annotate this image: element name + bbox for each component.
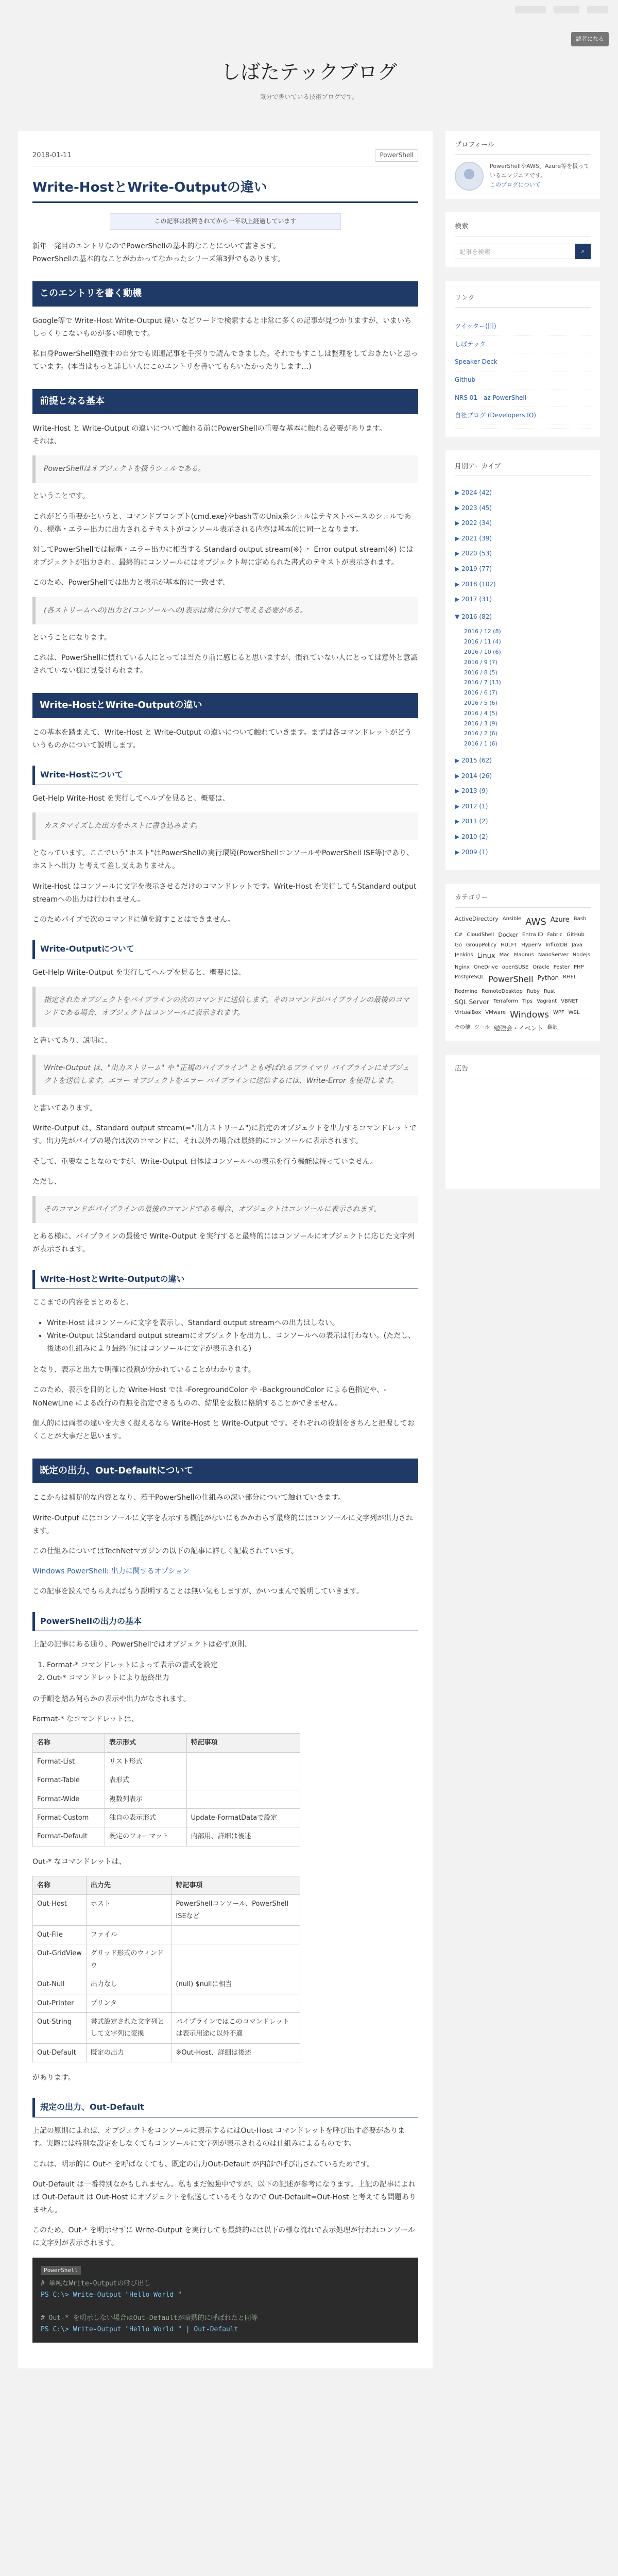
list-item: • Write-Host はコンソールに文字を表示し、Standard output streamへの出力はしない。 — [47, 1317, 418, 1330]
paragraph: 上記の原則によれば、オブジェクトをコンソールに表示するにはOut-Host コマンドレットを呼び出す必要があります。実際には特別な設定をしなくてもコンソールに文字列が表示されるのは仕組みによるものです。 — [32, 2127, 405, 2148]
code-line: PS C:\> Write-Output "Hello World " | Out-Default — [41, 2325, 238, 2333]
tag-link[interactable]: GroupPolicy — [466, 942, 497, 948]
archive-month[interactable]: 2016 / 2 (6) — [464, 730, 497, 737]
tag-link[interactable]: Pester — [553, 964, 570, 970]
table-cell — [171, 1944, 300, 1975]
tag-link[interactable]: Azure — [550, 916, 570, 924]
tag-link[interactable]: Python — [537, 974, 559, 981]
paragraph: このため、Out-* を明示せずに Write-Output を実行しても最終的には以下の様な流れで表示処理が行われコンソールに文字列が表示されます。 — [32, 2226, 415, 2248]
tag-link[interactable]: Windows — [510, 1009, 549, 1020]
table-row — [33, 2043, 300, 2062]
article — [18, 131, 433, 2368]
tag-link[interactable]: CloudShell — [467, 931, 494, 938]
avatar[interactable] — [455, 162, 484, 191]
code-line — [41, 2301, 410, 2313]
heading-diff: Write-HostとWrite-Outputの違い — [32, 693, 418, 718]
tag-link[interactable]: Linux — [477, 952, 495, 960]
tag-link[interactable]: 勉強会・イベント — [493, 1025, 543, 1032]
quote: 指定されたオブジェクトをパイプラインの次のコマンドに送信します。そのコマンドがパイプラインの最後のコマンドである場合、オブジェクトはコンソールに表示されます。 — [32, 987, 418, 1027]
tag-link[interactable]: Mac — [499, 952, 510, 958]
archive-item[interactable]: ▶ 2022 (34) — [455, 519, 492, 527]
paragraph: Write-Host と Write-Output の違いについて触れる前にPowerShellの重要な基本に触れる必要があります。 — [32, 424, 387, 433]
archive-item[interactable]: ▶ 2011 (2) — [455, 818, 488, 825]
table-cell: Update-FormatDataで設定 — [186, 1808, 300, 1827]
tag-link[interactable]: Java — [571, 942, 583, 948]
tag-link[interactable]: Magnus — [513, 952, 534, 958]
table-cell: Format-Wide — [33, 1790, 105, 1808]
paragraph: これは、明示的に Out-* を呼ばなくても、既定の出力Out-Default が内部で呼び出されているためです。 — [32, 2160, 374, 2168]
quote: Write-Output は、"出力ストリーム" や "正規のパイプライン" とも呼ばれるプライマリ パイプラインにオブジェクトを送信します。エラー オブジェクトをエラー パイプラインに送信するには、Write-Error を使用します。 — [32, 1055, 418, 1095]
tag-link[interactable]: PHP — [573, 964, 584, 970]
intro-1: 新年一発目のエントリなのでPowerShellの基本的なことについて書きます。 — [32, 242, 281, 250]
profile-widget — [445, 131, 600, 199]
tag-link[interactable]: Nginx — [455, 964, 470, 970]
widget-title: 検索 — [455, 221, 591, 236]
paragraph: となり、表示と出力で明確に役割が分かれていることがわかります。 — [32, 1366, 255, 1375]
tag-link[interactable]: VMware — [485, 1009, 506, 1015]
table-cell: ホスト — [86, 1895, 171, 1926]
table-header: 名称 — [33, 1876, 87, 1894]
tag-link[interactable]: Docker — [498, 931, 518, 938]
heading-motivation: このエントリを書く動機 — [32, 281, 418, 306]
table-cell: ※Out-Host、詳細は後述 — [171, 2043, 300, 2062]
technet-link[interactable]: Windows PowerShell: 出力に関するオプション — [32, 1567, 190, 1576]
paragraph: 私自身PowerShell勉強中の自分でも関連記事を手探りで読んできました。それでもすこしは整理をしておきたいと思っています。(本当はもっと詳しい人にこのエントリを書いてもらいたかったりします…) — [32, 350, 418, 371]
blog-subtitle: 気分で書いている技術ブログです。 — [260, 93, 358, 101]
paragraph: それは、 — [32, 437, 61, 446]
tag-link[interactable]: C# — [455, 931, 463, 938]
tag-link[interactable]: Ruby — [526, 988, 540, 994]
archive-item[interactable]: ▶ 2013 (9) — [455, 787, 488, 795]
archive-item[interactable]: ▶ 2019 (77) — [455, 565, 492, 573]
table-header: 表示形式 — [105, 1734, 187, 1752]
tag-link[interactable]: PowerShell — [488, 974, 534, 984]
quote: そのコマンドがパイプラインの最後のコマンドである場合、オブジェクトはコンソールに表示されます。 — [32, 1196, 418, 1223]
code-language-label: PowerShell — [41, 2266, 81, 2276]
tag-link[interactable]: VirtualBox — [455, 1009, 482, 1015]
tag-link[interactable]: Rust — [543, 988, 555, 994]
heading-write-output: Write-Outputについて — [32, 940, 418, 959]
archive-item[interactable]: ▶ 2018 (102) — [455, 580, 496, 588]
sidebar-link[interactable]: ツイッター(旧) — [455, 318, 591, 336]
table-row — [33, 1975, 300, 1994]
table-cell — [186, 1790, 300, 1808]
archive-month[interactable]: 2016 / 4 (5) — [464, 709, 497, 717]
table-cell: 既定の出力 — [86, 2043, 171, 2062]
archive-item[interactable]: ▶ 2017 (31) — [455, 596, 492, 603]
sidebar — [445, 131, 600, 1202]
paragraph: この基本を踏まえて、Write-Host と Write-Output の違いについて触れていきます。まずは各コマンドレットがどういうものかについて説明します。 — [32, 728, 412, 750]
paragraph: これがどう重要かというと、コマンドプロンプト(cmd.exe)やbash等のUnix系シェルはテキストベースのシェルであり、標準・エラー出力に出力されるテキストがコンソール表示される内容は基本的に同一となります。 — [32, 512, 411, 534]
table-row — [33, 1827, 300, 1846]
archive-item[interactable]: ▶ 2021 (39) — [455, 534, 492, 542]
tag-link[interactable]: Redmine — [455, 988, 478, 994]
table-cell: 既定のフォーマット — [105, 1827, 187, 1846]
table-cell: プリンタ — [86, 1994, 171, 2012]
tag-link[interactable]: GitHub — [566, 931, 585, 938]
tag-link[interactable]: WPF — [553, 1009, 564, 1015]
list-item: 1. Format-* コマンドレットによって表示の書式を設定 — [47, 1659, 418, 1672]
tag-link[interactable]: その他 — [455, 1025, 470, 1031]
paragraph: この記事を読んでもらえればもう説明することは無い気もしますが、かいつまんで説明していきます。 — [32, 1587, 364, 1596]
table-cell: Out-File — [33, 1926, 87, 1944]
archive-item[interactable]: ▶ 2020 (53) — [455, 550, 492, 557]
tag-link[interactable]: Oracle — [533, 964, 550, 970]
paragraph: このためパイプで次のコマンドに値を渡すことはできません。 — [32, 916, 235, 924]
tag-link[interactable]: Jenkins — [455, 952, 473, 958]
heading-mechanism: PowerShellの出力の基本 — [32, 1612, 418, 1632]
archive-month[interactable]: 2016 / 3 (9) — [464, 720, 497, 727]
tag-link[interactable]: Go — [455, 942, 462, 948]
widget-title: プロフィール — [455, 139, 591, 155]
paragraph: Out-* なコマンドレットは、 — [32, 1857, 126, 1866]
list-item: 2. Out-* コマンドレットにより最終出力 — [47, 1672, 418, 1685]
blog-title[interactable]: しばたテックブログ — [220, 61, 397, 83]
tag-link[interactable]: RHEL — [563, 974, 577, 980]
search-icon[interactable]: ⌕ — [575, 244, 591, 259]
paragraph: Get-Help Write-Output を実行してヘルプを見ると、概要には、 — [32, 968, 246, 977]
tag-link[interactable]: ツール — [474, 1025, 490, 1031]
paragraph: Write-Host はコンソールに文字を表示させるだけのコマンドレットです。Write-Host を実行してもStandard output streamへの出力は行われません。 — [32, 882, 417, 904]
widget-title: 月別アーカイブ — [455, 459, 591, 476]
tag-link[interactable]: Vagrant — [537, 998, 557, 1004]
table-header: 名称 — [33, 1734, 105, 1752]
paragraph: Write-Output は、Standard output stream(="出力ストリーム")に指定のオブジェクトを出力するコマンドレットです。出力先がパイプの場合は次のコマンドに、それ以外の場合は最終的にコンソールに表示されます。 — [32, 1124, 417, 1146]
table-cell: 書式設定された文字列として文字列に変換 — [86, 2013, 171, 2044]
compare-list — [47, 1317, 418, 1356]
tag-link[interactable]: NanoServer — [538, 952, 569, 958]
paragraph: 個人的には両者の違いを大きく捉えるなら Write-Host と Write-Output です。それぞれの役割をきちんと把握しておくことが大事だと思います。 — [32, 1419, 415, 1440]
archive-item[interactable]: ▶ 2023 (45) — [455, 504, 492, 512]
tag-link[interactable]: Hyper-V — [521, 942, 542, 948]
tag-link[interactable]: Ansible — [502, 916, 522, 922]
table-row — [33, 1808, 300, 1827]
blog-header — [0, 23, 618, 131]
nav-placeholder[interactable] — [554, 6, 579, 13]
quote: カスタマイズした出力をホストに書き込みます。 — [32, 812, 418, 840]
table-cell: 内部用、詳細は後述 — [186, 1827, 300, 1846]
table-cell: Format-Custom — [33, 1808, 105, 1827]
tag-link[interactable]: Nodejs — [572, 952, 590, 958]
table-cell: Out-Default — [33, 2043, 87, 2062]
table-cell: Out-String — [33, 2013, 87, 2044]
table-cell: Out-GridView — [33, 1944, 87, 1975]
archive-item[interactable]: ▶ 2012 (1) — [455, 802, 488, 810]
tag-link[interactable]: ActiveDirectory — [455, 915, 499, 922]
paragraph: ここからは補足的な内容となり、若干PowerShellの仕組みの深い部分について触れていきます。 — [32, 1494, 346, 1502]
paragraph: Format-* なコマンドレットは、 — [32, 1715, 139, 1724]
paragraph: これは、PowerShellに慣れている人にとっては当たり前に感じると思いますが、慣れていない人にとっては意外と意識されていない様に見受けられます。 — [32, 653, 418, 675]
paragraph: ということになります。 — [32, 633, 111, 642]
table-row — [33, 1926, 300, 1944]
format-table — [32, 1733, 300, 1846]
tag-link[interactable]: WSL — [568, 1009, 580, 1015]
heading-out-default: 規定の出力、Out-Default — [32, 2098, 418, 2117]
paragraph: と書いてあります。 — [32, 1104, 97, 1113]
table-cell: 出力なし — [86, 1975, 171, 1994]
sidebar-link[interactable]: しばテック — [455, 336, 591, 354]
archive-month[interactable]: 2016 / 7 (13) — [464, 679, 501, 686]
tag-link[interactable]: VBNET — [561, 998, 578, 1004]
search-input[interactable]: 記事を検索 — [455, 244, 575, 259]
heading-basics: 前提となる基本 — [32, 389, 418, 414]
tag-link[interactable]: 翻訳 — [547, 1025, 558, 1031]
nav-placeholder[interactable] — [587, 6, 608, 13]
tag-link[interactable]: OneDrive — [473, 964, 498, 970]
table-cell: Out-Host — [33, 1895, 87, 1926]
paragraph: そして、重要なことなのですが、Write-Output 自体はコンソールへの表示を行う機能は持っていません。 — [32, 1157, 377, 1166]
intro-2: PowerShellの基本的なことがわかってなかったシリーズ第3弾でもあります。 — [32, 255, 285, 264]
paragraph: Out-Default は一番特別なかもしれません。私もまだ勉強中ですが、以下の記述が参考になります。上記の記事によれば Out-Default は Out-Host にオブジェクトを転送しているそうなので Out-Default=Out-Host と考えても問題ありません。 — [32, 2180, 416, 2215]
heading-write-host: Write-Hostについて — [32, 766, 418, 785]
archive-widget — [445, 450, 600, 870]
paragraph: ということです。 — [32, 492, 90, 501]
tag-link[interactable]: Bash — [573, 916, 587, 922]
table-row — [33, 1771, 300, 1790]
paragraph: ここまでの内容をまとめると、 — [32, 1298, 133, 1307]
table-cell: ファイル — [86, 1926, 171, 1944]
links-widget — [445, 281, 600, 437]
table-row — [33, 1895, 300, 1926]
tag-link[interactable]: AWS — [525, 916, 546, 927]
paragraph: このため、PowerShellでは出力と表示が基本的に一致せず、 — [32, 579, 230, 587]
archive-month[interactable]: 2016 / 9 (7) — [464, 658, 497, 666]
post-date[interactable]: 2018-01-11 — [32, 151, 72, 159]
paragraph: この仕組みについてはTechNetマガジンの以下の記事に詳しく記載されています。 — [32, 1547, 299, 1556]
heading-compare: Write-HostとWrite-Outputの違い — [32, 1270, 418, 1290]
sidebar-link[interactable]: NRS 01 - az PowerShell — [455, 389, 591, 408]
table-cell: パイプラインではこのコマンドレットは表示用途に以外不適 — [171, 2013, 300, 2044]
table-cell — [186, 1771, 300, 1790]
nav-placeholder[interactable] — [515, 6, 546, 13]
widget-title: カテゴリー — [455, 892, 591, 907]
tag-link[interactable]: InfluxDB — [545, 942, 568, 948]
paragraph: となっています。ここでいう"ホスト"はPowerShellの実行環境(PowerShellコンソールやPowerShell ISE等)であり、ホストへ出力 と考えて差し支えありません。 — [32, 849, 414, 871]
code-block[interactable] — [32, 2258, 418, 2343]
sidebar-link[interactable]: Speaker Deck — [455, 353, 591, 371]
archive-month[interactable]: 2016 / 1 (6) — [464, 740, 497, 748]
sidebar-link[interactable]: Github — [455, 371, 591, 389]
profile-text: PowerShellやAWS、Azure等を扱っているエンジニアです。 — [490, 163, 590, 179]
paragraph: と書いてあり、説明に、 — [32, 1036, 112, 1045]
table-cell: Out-Printer — [33, 1994, 87, 2012]
paragraph: このため、表示を目的とした Write-Host では -ForegroundColor や -BackgroundColor による色指定や、-NoNewLine による改行の有無を指定できるものの、結果を変数に格納することができません。 — [32, 1386, 387, 1408]
table-cell: Format-Table — [33, 1771, 105, 1790]
tags-widget — [445, 884, 600, 1041]
about-link[interactable]: このブログについて — [490, 181, 541, 188]
heading-default: 既定の出力、Out-Defaultについて — [32, 1459, 418, 1483]
code-line: # Out-* を明示しない場合はOut-Defaultが暗黙的に呼ばれたと同等 — [41, 2314, 258, 2322]
old-post-notice: この記事は投稿されてから一年以上経過しています — [110, 213, 341, 230]
tag-link[interactable]: PostgreSQL — [455, 974, 485, 980]
quote: (各ストリームへの)出力と(コンソールへの)表示は常に分けて考える必要がある。 — [32, 597, 418, 624]
tag-link[interactable]: Tips — [522, 998, 533, 1004]
code-line: # 単純なWrite-Outputの呼び出し — [41, 2280, 151, 2288]
tag-link[interactable]: SQL Server — [455, 998, 489, 1006]
paragraph: 対してPowerShellでは標準・エラー出力に相当する Standard output stream(※) ・ Error output stream(※) にはオブジェクトが出力され、最終的にコンソールにはオブジェクト毎に定められた書式のテキストが表示されます。 — [32, 546, 414, 567]
table-row — [33, 1752, 300, 1771]
tag-link[interactable]: Entra ID — [522, 931, 543, 938]
archive-month[interactable]: 2016 / 11 (4) — [464, 638, 501, 646]
table-cell: PowerShellコンソール、PowerShell ISEなど — [171, 1895, 300, 1926]
table-header: 出力先 — [86, 1876, 171, 1894]
table-cell: グリッド形式のウィンドウ — [86, 1944, 171, 1975]
widget-title: リンク — [455, 289, 591, 308]
list-item: • Write-Output はStandard output streamにオブジェクトを出力し、コンソールへの表示は行わない。(ただし、後述の仕組みにより最終的にはコンソールに文字が表示される) — [47, 1330, 418, 1355]
table-header: 特記事項 — [186, 1734, 300, 1752]
archive-item[interactable]: ▶ 2010 (2) — [455, 833, 488, 840]
top-nav-bar — [0, 0, 618, 23]
paragraph: 上記の記事にある通り、PowerShellではオブジェクトは必ず原則、 — [32, 1640, 252, 1649]
archive-item[interactable]: ▶ 2009 (1) — [455, 848, 488, 856]
table-cell: (null) $nullに相当 — [171, 1975, 300, 1994]
archive-year-open[interactable]: ▼ 2016 (82) — [455, 613, 492, 620]
table-row — [33, 2013, 300, 2044]
table-cell — [171, 1994, 300, 2012]
quote: PowerShellはオブジェクトを扱うシェルである。 — [32, 455, 418, 483]
tag-link[interactable]: HULFT — [501, 942, 518, 948]
table-cell: Out-Null — [33, 1975, 87, 1994]
tag-link[interactable]: openSUSE — [502, 964, 529, 970]
archive-item[interactable]: ▶ 2015 (62) — [455, 757, 492, 765]
table-cell: Format-List — [33, 1752, 105, 1771]
archive-month[interactable]: 2016 / 12 (8) — [464, 628, 501, 635]
ad-widget — [445, 1055, 600, 1189]
paragraph: Get-Help Write-Host を実行してヘルプを見ると、概要は、 — [32, 794, 230, 803]
archive-month[interactable]: 2016 / 8 (5) — [464, 669, 497, 676]
table-cell — [186, 1752, 300, 1771]
out-table — [32, 1876, 300, 2062]
archive-month[interactable]: 2016 / 6 (7) — [464, 689, 497, 697]
paragraph: の手順を踏み何らかの表示や出力がなされます。 — [32, 1694, 191, 1703]
table-cell: リスト形式 — [105, 1752, 187, 1771]
paragraph: ただし、 — [32, 1177, 61, 1186]
tag-link[interactable]: Terraform — [493, 998, 518, 1004]
table-cell: 独自の表示形式 — [105, 1808, 187, 1827]
table-cell — [171, 1926, 300, 1944]
search-widget — [445, 212, 600, 267]
table-row — [33, 1790, 300, 1808]
table-cell: 複数列表示 — [105, 1790, 187, 1808]
archive-month[interactable]: 2016 / 10 (6) — [464, 649, 501, 656]
sidebar-link[interactable]: 自社ブログ (Developers.IO) — [455, 407, 591, 425]
widget-title: 広告 — [455, 1063, 591, 1078]
archive-month[interactable]: 2016 / 5 (6) — [464, 700, 497, 707]
table-cell: 表形式 — [105, 1771, 187, 1790]
post-title[interactable]: Write-HostとWrite-Outputの違い — [32, 174, 418, 204]
category-badge[interactable]: PowerShell — [375, 149, 418, 162]
subscribe-button[interactable]: 読者になる — [571, 32, 609, 46]
paragraph: Write-Output にはコンソールに文字を表示する機能がないにもかかわらず最終的にはコンソールに文字列が出力されます。 — [32, 1514, 413, 1535]
tag-link[interactable]: Fabric — [547, 931, 563, 938]
table-row — [33, 1994, 300, 2012]
code-line: PS C:\> Write-Output "Hello World " — [41, 2291, 182, 2299]
table-row — [33, 1944, 300, 1975]
paragraph: があります。 — [32, 2074, 75, 2082]
table-header: 特記事項 — [171, 1876, 300, 1894]
paragraph: Google等で Write-Host Write-Output 違い などワードで検索すると非常に多くの記事が見つかりますが、いまいちしっくりこないものが多い印象です。 — [32, 316, 412, 338]
archive-item[interactable]: ▶ 2014 (26) — [455, 772, 492, 779]
table-cell: Format-Default — [33, 1827, 105, 1846]
archive-item[interactable]: ▶ 2024 (42) — [455, 489, 492, 497]
paragraph: とある様に、パイプラインの最後で Write-Output を実行すると最終的にはコンソールにオブジェクトに応じた文字列が表示されます。 — [32, 1232, 415, 1254]
mechanism-steps — [47, 1659, 418, 1685]
tag-link[interactable]: RemoteDesktop — [482, 988, 523, 994]
